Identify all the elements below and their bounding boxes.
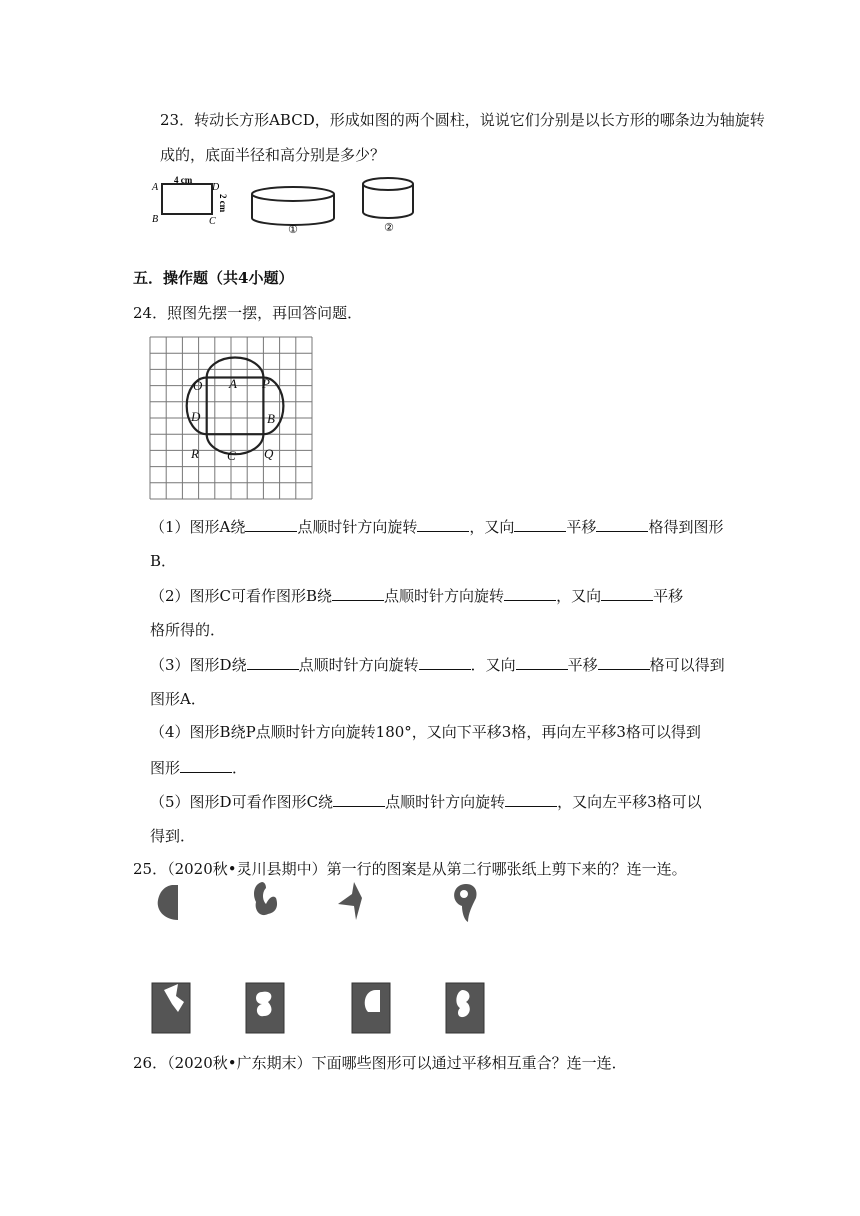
blank-field[interactable] bbox=[514, 516, 566, 532]
blank-field[interactable] bbox=[505, 791, 557, 807]
q24-sub3-line1 bbox=[150, 654, 725, 675]
q24-s2-part-a: （2）图形C可看作图形B绕 bbox=[150, 587, 333, 605]
blank-field[interactable] bbox=[598, 654, 650, 670]
cylinder-1 bbox=[252, 187, 334, 225]
cutout-shape-2 bbox=[254, 882, 277, 915]
q23-label-a: A bbox=[152, 182, 159, 193]
blank-field[interactable] bbox=[332, 585, 384, 601]
q23-line1: 23．转动长方形ABCD，形成如图的两个圆柱，说说它们分别是以长方形的哪条边为轴旋转 bbox=[160, 111, 765, 129]
paper-4 bbox=[446, 983, 484, 1033]
grid-label-p: P bbox=[262, 376, 270, 391]
grid-label-b: B bbox=[267, 411, 275, 426]
q24-sub2-line1 bbox=[150, 585, 683, 606]
grid-label-c: C bbox=[227, 448, 236, 463]
cylinder-2 bbox=[363, 178, 413, 218]
q24-s4-part-b: 图形 bbox=[150, 759, 181, 777]
q24-s2-part-c: ，又向 bbox=[556, 587, 602, 605]
q24-s1-part-e: 格得到图形 bbox=[648, 518, 724, 536]
paper-2 bbox=[246, 983, 284, 1033]
q24-s3-part-b: 点顺时针方向旋转 bbox=[298, 656, 419, 674]
q24-s5-part-a: （5）图形D可看作图形C绕 bbox=[150, 793, 334, 811]
q25-text: 25．（2020秋•灵川县期中）第一行的图案是从第二行哪张纸上剪下来的？连一连。 bbox=[133, 860, 687, 878]
blank-field[interactable] bbox=[596, 516, 648, 532]
q24-sub1-line2: B． bbox=[150, 552, 177, 570]
q24-sub4-line1: （4）图形B绕P点顺时针方向旋转180°，又向下平移3格，再向左平移3格可以得到 bbox=[150, 723, 701, 741]
q24-s2-part-b: 点顺时针方向旋转 bbox=[384, 587, 505, 605]
flower-shape bbox=[187, 358, 284, 455]
q24-sub1-line1 bbox=[150, 516, 723, 537]
q24-sub3-line2: 图形A． bbox=[150, 690, 206, 708]
q24-s3-part-c: ．又向 bbox=[470, 656, 516, 674]
grid-label-r: R bbox=[191, 446, 199, 461]
blank-field[interactable] bbox=[333, 791, 385, 807]
q24-s1-part-c: ，又向 bbox=[469, 518, 515, 536]
q24-s5-part-b: 点顺时针方向旋转 bbox=[385, 793, 506, 811]
q24-s1-part-a: （1）图形A绕 bbox=[150, 518, 246, 536]
section-title: 五．操作题（共4小题） bbox=[133, 269, 294, 287]
blank-field[interactable] bbox=[247, 654, 299, 670]
q23-len-top: 4 cm bbox=[174, 175, 193, 185]
q24-grid-figure bbox=[150, 337, 318, 501]
blank-field[interactable] bbox=[419, 654, 471, 670]
q24-s3-part-a: （3）图形D绕 bbox=[150, 656, 247, 674]
grid-lines bbox=[150, 337, 312, 499]
paper-1 bbox=[152, 983, 190, 1033]
blank-field[interactable] bbox=[417, 516, 469, 532]
q24-sub2-line2: 格所得的． bbox=[150, 621, 226, 639]
grid-label-o: O bbox=[193, 378, 203, 393]
q23-len-right: 2 cm bbox=[218, 194, 228, 213]
cutout-shape-4 bbox=[454, 884, 476, 922]
blank-field[interactable] bbox=[180, 757, 232, 773]
q24-s1-part-b: 点顺时针方向旋转 bbox=[297, 518, 418, 536]
q24-sub4-line2 bbox=[150, 757, 247, 778]
q24-s4-part-c: ． bbox=[232, 759, 248, 777]
q26-text: 26．（2020秋•广东期末）下面哪些图形可以通过平移相互重合？连一连． bbox=[133, 1054, 627, 1072]
q24-s3-part-e: 格可以得到 bbox=[649, 656, 725, 674]
grid-label-q: Q bbox=[264, 446, 274, 461]
cutout-shape-3 bbox=[338, 882, 362, 920]
q23-label-b: B bbox=[152, 214, 159, 225]
q24-sub5-line1 bbox=[150, 791, 702, 812]
cylinder-2-label: ② bbox=[384, 221, 394, 234]
q24-s5-part-c: ，又向左平移3格可以 bbox=[557, 793, 702, 811]
cylinder-1-label: ① bbox=[288, 223, 298, 236]
q23-line2: 成的，底面半径和高分别是多少？ bbox=[160, 146, 386, 164]
q24-s2-part-d: 平移 bbox=[653, 587, 684, 605]
q24-s1-part-d: 平移 bbox=[566, 518, 597, 536]
q25-figure bbox=[150, 880, 490, 1035]
q23-label-d: D bbox=[212, 182, 220, 193]
blank-field[interactable] bbox=[516, 654, 568, 670]
paper-3 bbox=[352, 983, 390, 1033]
q24-s3-part-d: 平移 bbox=[567, 656, 598, 674]
q23-figure bbox=[148, 172, 428, 234]
blank-field[interactable] bbox=[601, 585, 653, 601]
grid-label-a: A bbox=[229, 376, 237, 391]
cutout-shape-1 bbox=[158, 885, 178, 920]
q23-label-c: C bbox=[209, 216, 216, 227]
q24-sub5-line2: 得到． bbox=[150, 827, 196, 845]
q24-intro: 24．照图先摆一摆，再回答问题． bbox=[133, 304, 363, 322]
blank-field[interactable] bbox=[504, 585, 556, 601]
blank-field[interactable] bbox=[245, 516, 297, 532]
grid-label-d: D bbox=[191, 409, 201, 424]
